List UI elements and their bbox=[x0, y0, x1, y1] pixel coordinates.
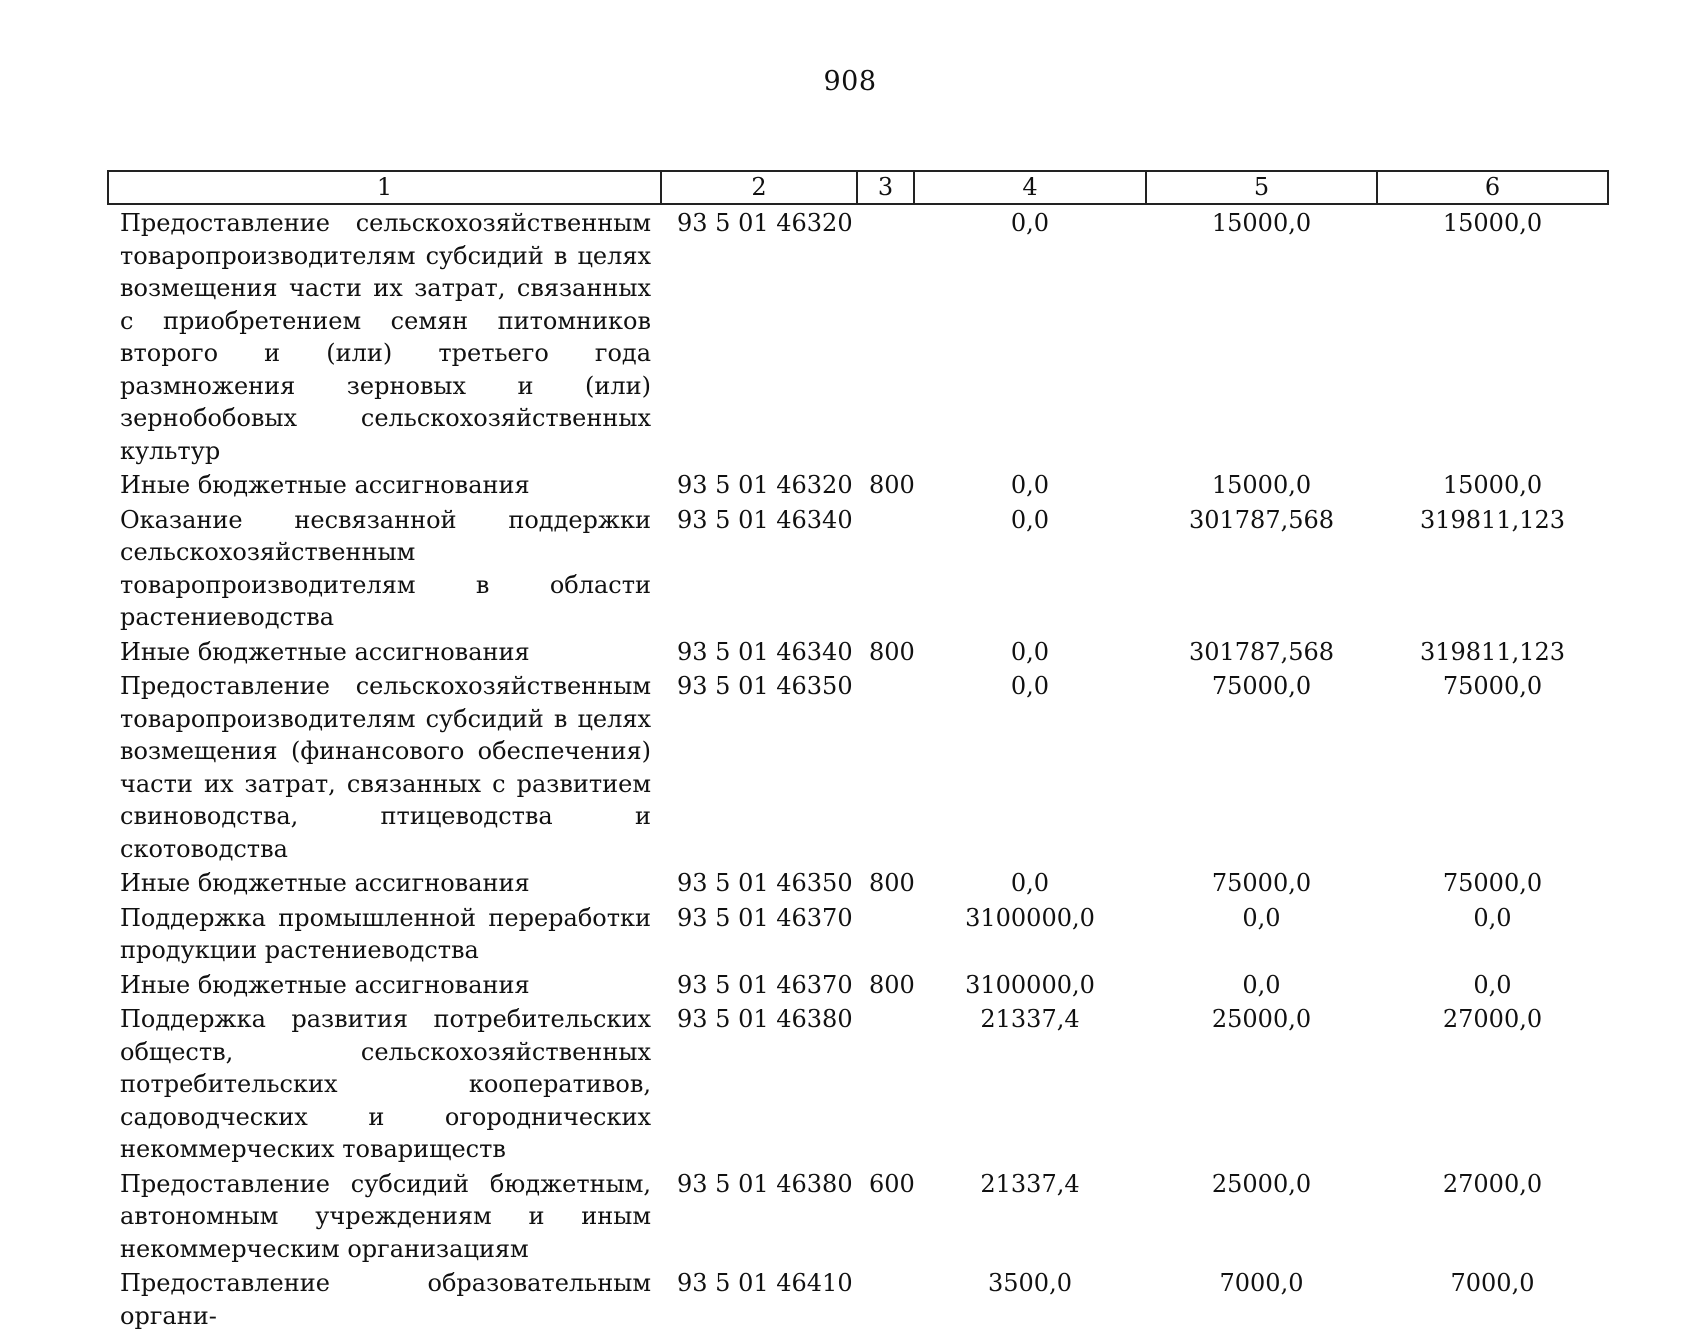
budget-table bbox=[107, 170, 1609, 1332]
cell-value-col6: 15000,0 bbox=[1442, 471, 1543, 499]
cell-value-col4: 0,0 bbox=[1010, 209, 1050, 237]
page-number: 908 bbox=[823, 66, 877, 97]
cell-value-col5: 75000,0 bbox=[1211, 672, 1312, 700]
cell-value-col4: 0,0 bbox=[1010, 505, 1050, 534]
cell-name: Иные бюджетные ассигнования bbox=[120, 637, 530, 666]
cell-value-col5: 15000,0 bbox=[1211, 209, 1312, 237]
table-row bbox=[108, 1265, 1608, 1332]
cell-value-col4: 0,0 bbox=[1010, 637, 1050, 666]
cell-value-col6: 75000,0 bbox=[1442, 672, 1543, 700]
cell-value-col6: 0,0 bbox=[1473, 970, 1512, 999]
table-row bbox=[108, 204, 1608, 467]
header-col-3: 3 bbox=[857, 171, 914, 204]
cell-value-col4: 3100000,0 bbox=[965, 903, 1095, 932]
cell-expense-type bbox=[857, 900, 914, 967]
cell-code: 93 5 01 46410 bbox=[677, 1269, 853, 1297]
table-row bbox=[108, 467, 1608, 502]
cell-value-col4: 3100000,0 bbox=[965, 970, 1095, 999]
cell-name: Предоставление сельскохозяйственным товаропроизводителям субсидий в целях возмещения части их затрат, связанных с приобретением семян питомников второго и (или) третьего года размножения зерновых и (или) зернобобовых сельскохозяйственных культур bbox=[120, 209, 651, 465]
cell-value-col5: 0,0 bbox=[1242, 970, 1281, 999]
cell-code: 93 5 01 46320 bbox=[677, 209, 853, 237]
cell-value-col5: 7000,0 bbox=[1219, 1269, 1304, 1297]
cell-name: Оказание несвязанной поддержки сельскохозяйственным товаропроизводителям в области растениеводства bbox=[120, 505, 651, 631]
cell-name: Предоставление образовательным органи- bbox=[120, 1269, 651, 1330]
cell-name: Поддержка промышленной переработки продукции растениеводства bbox=[120, 903, 651, 964]
cell-expense-type: 800 bbox=[869, 637, 915, 666]
cell-code: 93 5 01 46350 bbox=[677, 869, 853, 897]
table-row bbox=[108, 1166, 1608, 1266]
cell-name: Иные бюджетные ассигнования bbox=[120, 869, 530, 897]
cell-value-col5: 25000,0 bbox=[1211, 1005, 1312, 1033]
cell-value-col6: 7000,0 bbox=[1450, 1269, 1535, 1297]
cell-expense-type bbox=[857, 204, 914, 467]
table-row bbox=[108, 668, 1608, 865]
cell-value-col5: 75000,0 bbox=[1211, 869, 1312, 897]
header-col-2: 2 bbox=[661, 171, 857, 204]
cell-value-col4: 0,0 bbox=[1010, 869, 1050, 897]
cell-value-col5: 25000,0 bbox=[1211, 1169, 1312, 1198]
cell-expense-type: 600 bbox=[869, 1169, 915, 1198]
cell-code: 93 5 01 46380 bbox=[677, 1005, 853, 1033]
cell-code: 93 5 01 46340 bbox=[677, 505, 853, 534]
cell-value-col6: 319811,123 bbox=[1419, 505, 1566, 534]
header-row bbox=[108, 171, 1608, 204]
cell-value-col5: 0,0 bbox=[1242, 903, 1281, 932]
cell-expense-type: 800 bbox=[869, 869, 915, 897]
cell-value-col4: 0,0 bbox=[1010, 471, 1050, 499]
cell-code: 93 5 01 46340 bbox=[677, 637, 853, 666]
cell-value-col6: 75000,0 bbox=[1442, 869, 1543, 897]
table-row bbox=[108, 502, 1608, 634]
cell-expense-type: 800 bbox=[869, 970, 915, 999]
table-row bbox=[108, 634, 1608, 669]
table-header bbox=[108, 171, 1608, 204]
cell-value-col6: 27000,0 bbox=[1442, 1169, 1543, 1198]
cell-value-col6: 319811,123 bbox=[1419, 637, 1566, 666]
cell-name: Поддержка развития потребительских обществ, сельскохозяйственных потребительских кооперативов, садоводческих и огороднических некоммерческих товариществ bbox=[120, 1005, 651, 1163]
table-row bbox=[108, 865, 1608, 900]
header-col-4: 4 bbox=[914, 171, 1146, 204]
cell-expense-type: 800 bbox=[869, 471, 915, 499]
cell-value-col4: 21337,4 bbox=[980, 1005, 1080, 1033]
header-col-6: 6 bbox=[1377, 171, 1608, 204]
cell-name: Предоставление сельскохозяйственным товаропроизводителям субсидий в целях возмещения (финансового обеспечения) части их затрат, связанных с развитием свиноводства, птицеводства и скотоводства bbox=[120, 672, 651, 863]
header-col-1: 1 bbox=[108, 171, 661, 204]
cell-value-col4: 3500,0 bbox=[988, 1269, 1072, 1297]
table-body bbox=[108, 204, 1608, 1332]
cell-code: 93 5 01 46380 bbox=[677, 1169, 853, 1198]
cell-expense-type bbox=[857, 668, 914, 865]
cell-code: 93 5 01 46320 bbox=[677, 471, 853, 499]
cell-expense-type bbox=[857, 502, 914, 634]
header-col-5: 5 bbox=[1146, 171, 1377, 204]
cell-value-col5: 15000,0 bbox=[1211, 471, 1312, 499]
cell-expense-type bbox=[857, 1001, 914, 1166]
cell-name: Предоставление субсидий бюджетным, автономным учреждениям и иным некоммерческим организациям bbox=[120, 1169, 651, 1263]
cell-value-col4: 0,0 bbox=[1010, 672, 1050, 700]
cell-value-col6: 0,0 bbox=[1473, 903, 1512, 932]
cell-value-col4: 21337,4 bbox=[980, 1169, 1080, 1198]
cell-name: Иные бюджетные ассигнования bbox=[120, 471, 530, 499]
cell-value-col6: 15000,0 bbox=[1442, 209, 1543, 237]
cell-expense-type bbox=[857, 1265, 914, 1332]
cell-code: 93 5 01 46370 bbox=[677, 903, 853, 932]
table-row bbox=[108, 900, 1608, 967]
cell-name: Иные бюджетные ассигнования bbox=[120, 970, 530, 999]
cell-value-col6: 27000,0 bbox=[1442, 1005, 1543, 1033]
table-row bbox=[108, 967, 1608, 1002]
cell-value-col5: 301787,568 bbox=[1188, 637, 1335, 666]
cell-code: 93 5 01 46350 bbox=[677, 672, 853, 700]
table-row bbox=[108, 1001, 1608, 1166]
cell-value-col5: 301787,568 bbox=[1188, 505, 1335, 534]
cell-code: 93 5 01 46370 bbox=[677, 970, 853, 999]
